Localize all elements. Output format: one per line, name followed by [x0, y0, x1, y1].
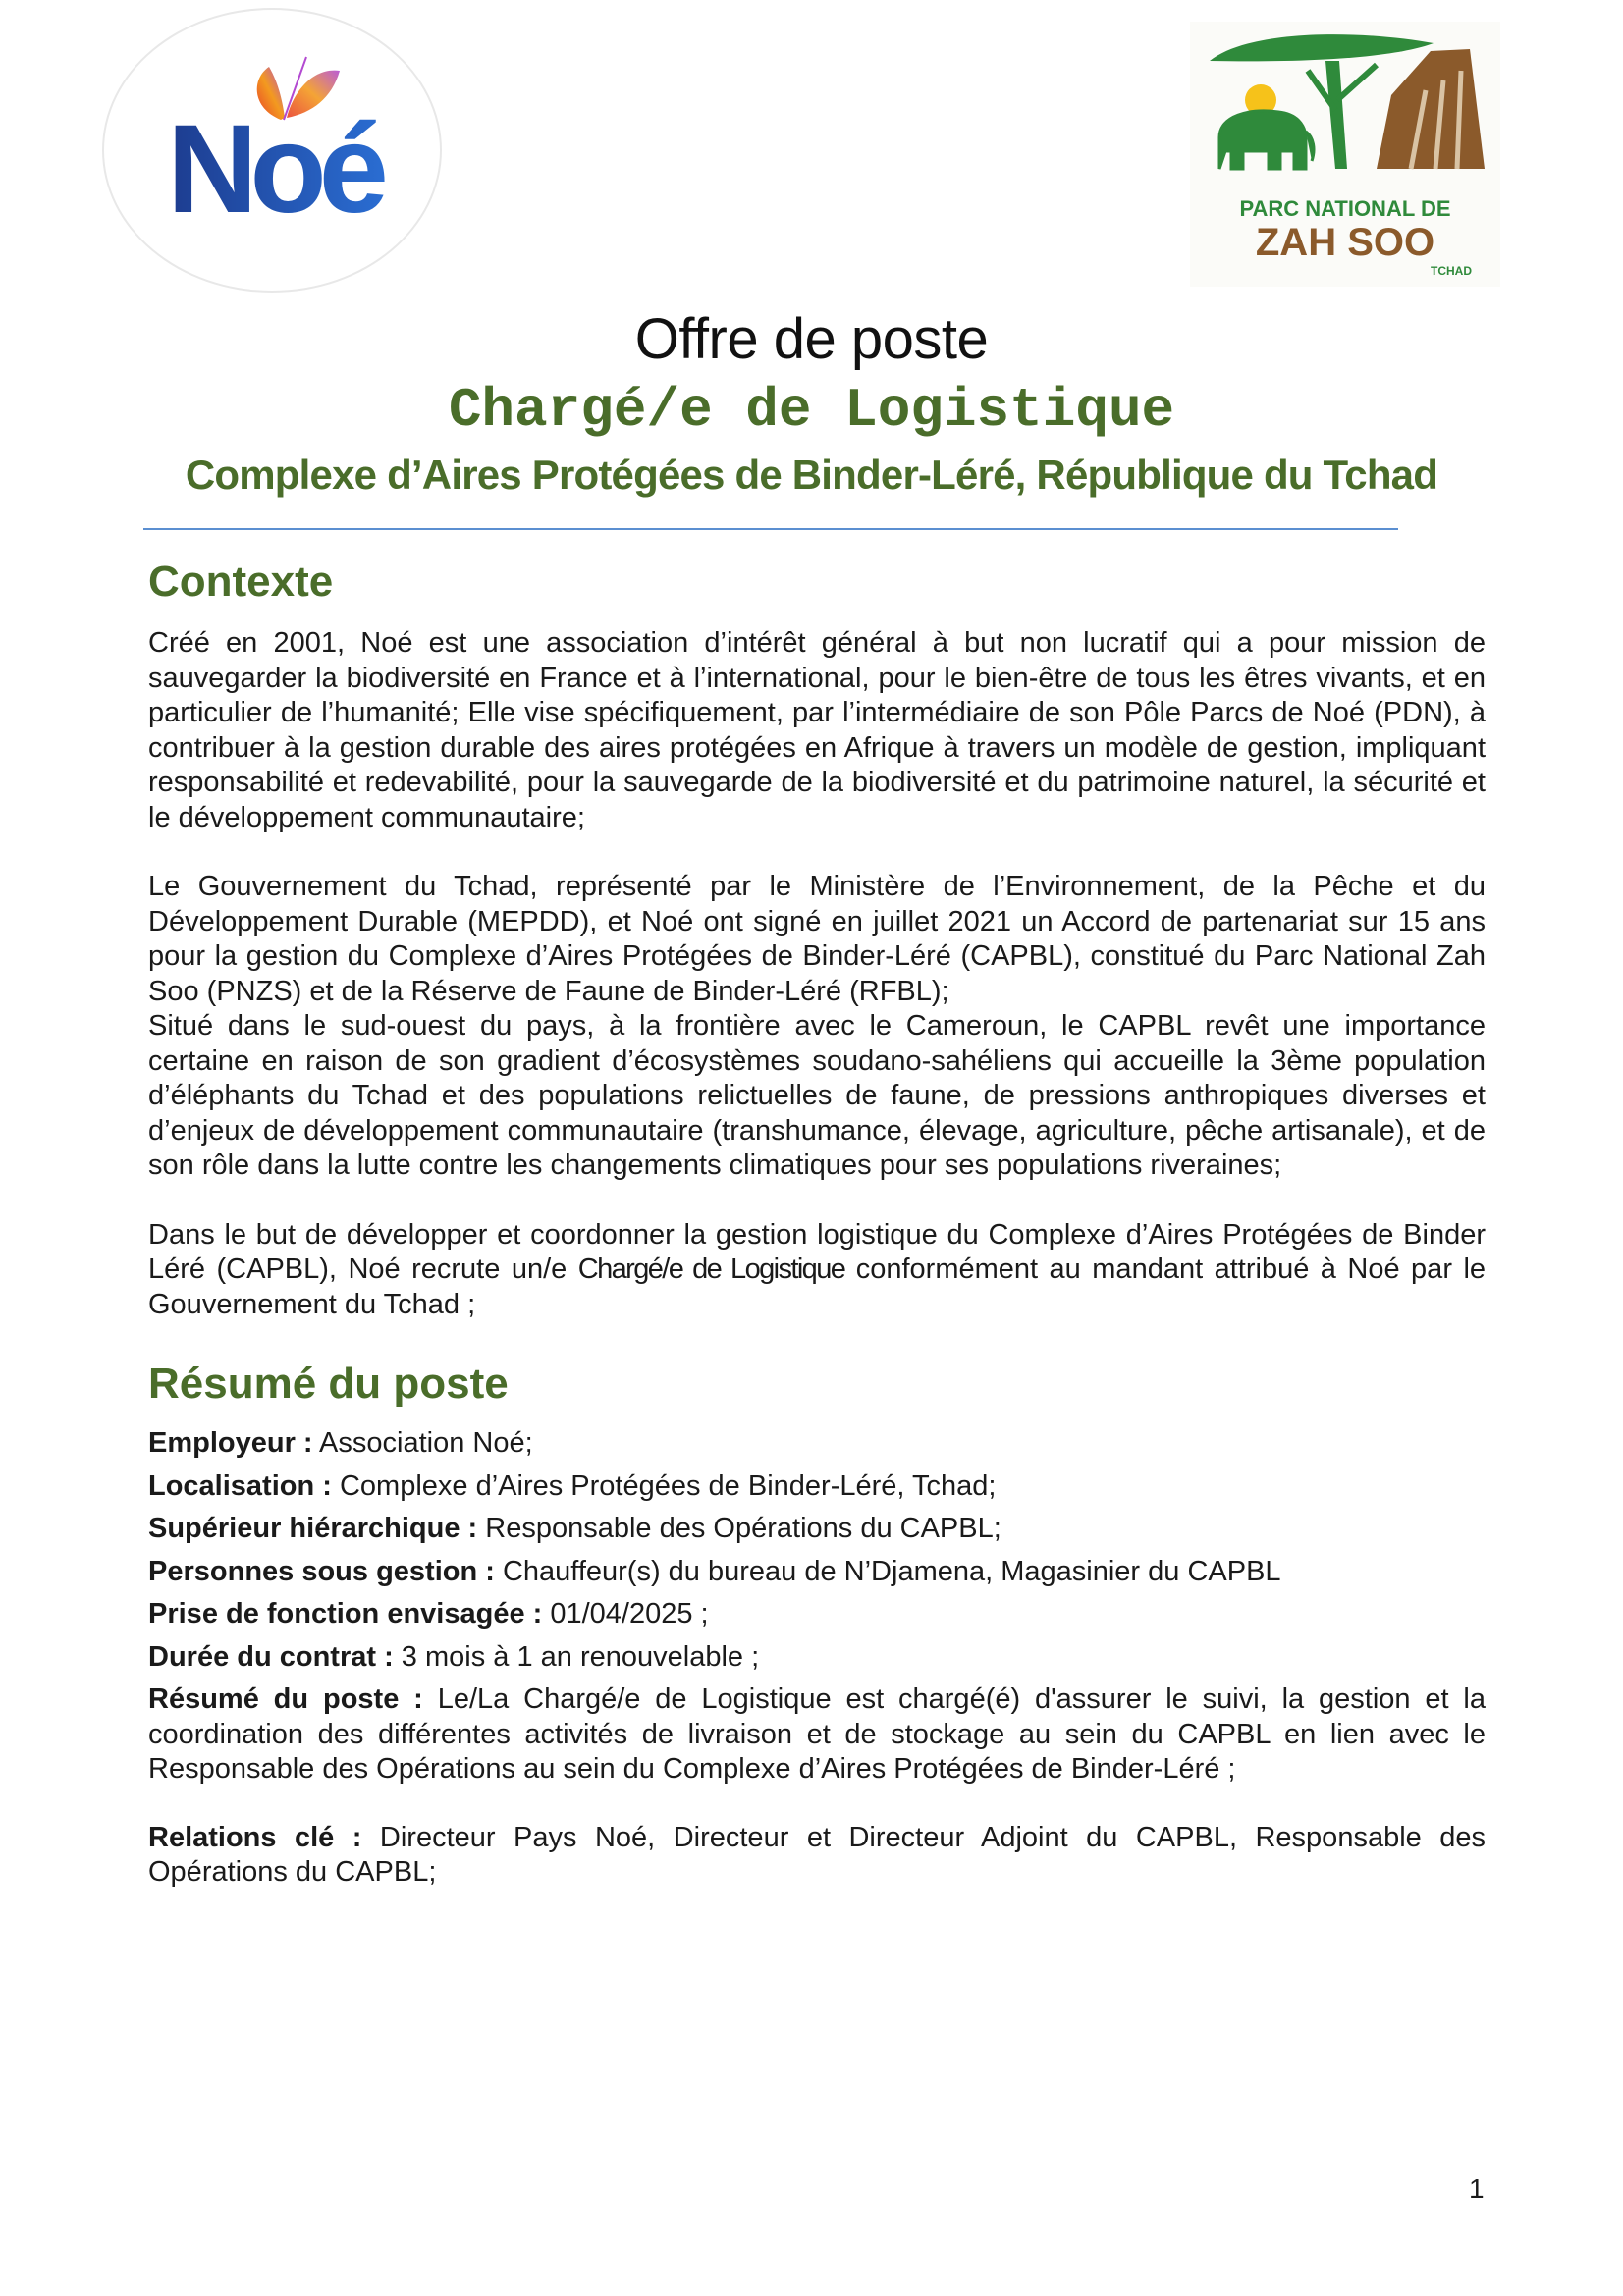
field-label: Localisation : — [148, 1469, 332, 1502]
page-number: 1 — [1469, 2173, 1485, 2204]
field-value: 01/04/2025 ; — [542, 1598, 709, 1629]
field-value: Le/La Chargé/e de Logistique est chargé(é) d'assurer le suivi, la gestion et la coordination des différentes activités de livraison et de stockage au sein du CAPBL en lien avec le Responsable des Opérations au sein du Complexe d’Aires Protégées de Binder-Léré ; — [148, 1683, 1486, 1785]
field-label: Relations clé : — [148, 1821, 362, 1853]
contexte-paragraph-2: Le Gouvernement du Tchad, représenté par le Ministère de l’Environnement, de la Pêche et du Développement Durable (MEPDD), et Noé ont signé en juillet 2021 un Accord de partenariat sur 15 ans pour la gestion du Complexe d’Aires Protégées de Binder-Léré (CAPBL), constitué du Parc National Zah Soo (PNZS) et de la Réserve de Faune de Binder-Léré (RFBL); — [148, 871, 1486, 1007]
job-title: Chargé/e de Logistique — [448, 379, 1175, 442]
field-relations — [148, 1821, 1486, 1891]
field-value: Chauffeur(s) du bureau de N’Djamena, Magasinier du CAPBL — [494, 1555, 1281, 1587]
contexte-p4-start: Dans le but de développer et coordonner la gestion logistique du Complexe d’Aires Protégées de Binder Léré (CAPBL), Noé recrute un/e — [148, 1218, 1486, 1285]
contexte-paragraph-3: Situé dans le sud-ouest du pays, à la frontière avec le Cameroun, le CAPBL revêt une importance certaine en raison de son gradient d’écosystèmes soudano-sahéliens qui accueille la 3ème population d’éléphants du Tchad et des populations relictuelles de faune, de pressions anthropiques diverses et d’enjeux de développement communautaire (transhumance, élevage, agriculture, pêche artisanale), et de son rôle dans la lutte contre les changements climatiques pour ses populations riveraines; — [148, 1010, 1486, 1181]
contexte-paragraph-4 — [148, 1218, 1486, 1323]
document-body — [148, 550, 1486, 1898]
field-resume — [148, 1682, 1486, 1788]
field-label: Supérieur hiérarchique : — [148, 1513, 478, 1544]
noe-logo — [102, 8, 442, 293]
elephant-icon — [1219, 111, 1314, 169]
field-value: Association Noé; — [312, 1427, 533, 1459]
field-value: Directeur Pays Noé, Directeur et Directeur Adjoint du CAPBL, Responsable des Opérations du CAPBL; — [148, 1821, 1486, 1888]
field-label: Employeur : — [148, 1427, 313, 1459]
acacia-tree-icon — [1210, 34, 1434, 61]
field-value: Responsable des Opérations du CAPBL; — [477, 1513, 1001, 1544]
field-label: Durée du contrat : — [148, 1640, 394, 1673]
noe-wordmark: Noé — [167, 99, 381, 240]
field-label: Résumé du poste : — [148, 1683, 423, 1715]
location-title: Complexe d’Aires Protégées de Binder-Léré, République du Tchad — [185, 452, 1438, 498]
field-label: Personnes sous gestion : — [148, 1555, 495, 1587]
field-personnes — [148, 1555, 1486, 1590]
field-localisation — [148, 1469, 1486, 1505]
field-employeur — [148, 1426, 1486, 1462]
zah-soo-line2: ZAH SOO — [1255, 221, 1435, 264]
field-duree — [148, 1640, 1486, 1676]
zah-soo-logo — [1190, 22, 1500, 287]
page-title: Offre de poste — [634, 307, 989, 371]
field-value: Complexe d’Aires Protégées de Binder-Léré, Tchad; — [331, 1469, 997, 1502]
zah-soo-line3: TCHAD — [1431, 264, 1472, 278]
contexte-heading: Contexte — [148, 558, 334, 606]
field-superieur — [148, 1512, 1486, 1547]
noe-logo-graphic — [104, 10, 444, 294]
field-value: 3 mois à 1 an renouvelable ; — [393, 1640, 760, 1673]
waterfall-icon — [1377, 49, 1485, 169]
zah-soo-logo-graphic — [1190, 22, 1500, 287]
contexte-p4-role: Chargé/e de Logistique — [577, 1254, 845, 1285]
contexte-paragraph-1: Créé en 2001, Noé est une association d’intérêt général à but non lucratif qui a pour mission de sauvegarder la biodiversité en France et à l’international, pour le bien-être de tous les êtres vivants, et en particulier de l’humanité; Elle vise spécifiquement, par l’intermédiaire de son Pôle Parcs de Noé (PDN), à contribuer à la gestion durable des aires protégées en Afrique à travers un modèle de gestion, impliquant responsabilité et redevabilité, pour la sauvegarde de la biodiversité et du patrimoine naturel, la sécurité et le développement communautaire; — [148, 627, 1486, 833]
zah-soo-line1: PARC NATIONAL DE — [1239, 196, 1451, 221]
field-label: Prise de fonction envisagée : — [148, 1598, 543, 1629]
title-divider — [143, 528, 1398, 530]
resume-heading: Résumé du poste — [148, 1360, 509, 1408]
field-prise-de-fonction — [148, 1597, 1486, 1632]
contexte-p4-end: conformément au mandant attribué à Noé par le Gouvernement du Tchad ; — [148, 1254, 1487, 1320]
